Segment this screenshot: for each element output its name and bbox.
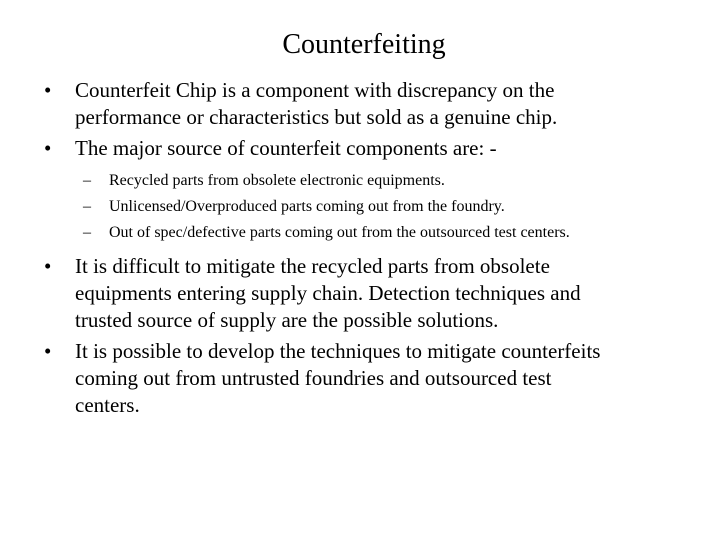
bullet-line: Counterfeit Chip is a component with discrepancy on the [75,78,555,102]
bullet-item-2 [44,135,704,162]
dash-icon: – [83,224,91,241]
bullet-line: trusted source of supply are the possible solutions. [75,308,499,332]
dash-icon: – [83,198,91,215]
bullet-icon: • [44,78,52,102]
sub-item-2 [44,196,704,218]
bullet-line: It is possible to develop the techniques to mitigate counterfeits [75,339,601,363]
bullet-line: The major source of counterfeit components are: - [75,136,497,160]
sub-item-text: Out of spec/defective parts coming out from the outsourced test centers. [109,224,570,241]
bullet-icon: • [44,339,52,363]
bullet-item-1 [44,77,704,131]
bullet-item-4 [44,338,704,419]
slide-title: Counterfeiting [282,29,446,60]
bullet-line: equipments entering supply chain. Detection techniques and [75,281,581,305]
dash-icon: – [83,172,91,189]
sub-item-1 [44,170,704,192]
sub-item-3 [44,222,704,244]
bullet-icon: • [44,136,52,160]
bullet-line: centers. [75,393,140,417]
bullet-line: performance or characteristics but sold as a genuine chip. [75,105,558,129]
bullet-icon: • [44,254,52,278]
bullet-line: It is difficult to mitigate the recycled parts from obsolete [75,254,550,278]
bullet-line: coming out from untrusted foundries and outsourced test [75,366,552,390]
slide-body [44,77,704,419]
sub-item-text: Unlicensed/Overproduced parts coming out from the foundry. [109,198,505,215]
bullet-item-3 [44,253,704,334]
sub-item-text: Recycled parts from obsolete electronic equipments. [109,172,445,189]
